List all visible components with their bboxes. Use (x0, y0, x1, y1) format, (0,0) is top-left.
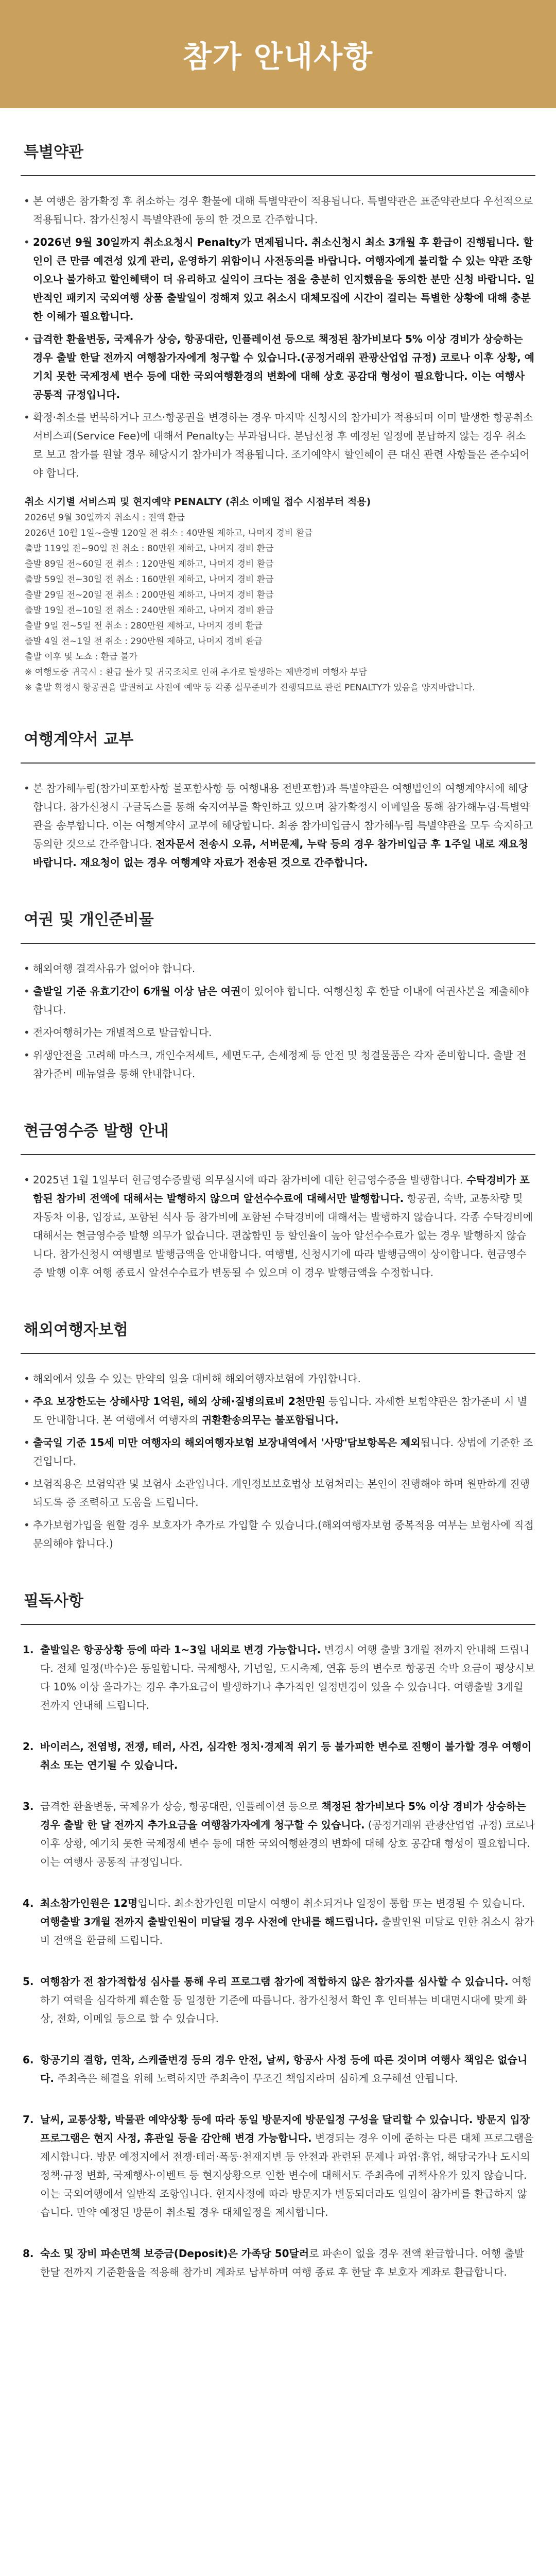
list-item (23, 330, 535, 404)
item-number: 2. (23, 1740, 34, 1753)
emphasis-text: 숙소 및 장비 파손면책 보증금(Deposit)은 가족당 50달러 (40, 2247, 309, 2260)
bullet-list (21, 779, 535, 872)
body-text: 입니다. 최소참가인원 미달시 여행이 취소되거나 일정이 통합 또는 변경될 수 있습니다. (137, 1897, 525, 1909)
emphasis-text: 전자문서 전송시 오류, 서버문제, 누락 등의 경우 참가비입금 후 1주일 내로 재요청 바랍니다. 재요청이 없는 경우 여행계약 자료가 전송된 것으로 간주합니다. (33, 838, 528, 869)
bullet-list (21, 959, 535, 1083)
text-line: 출발 29일 전~20일 전 취소 : 200만원 제하고, 나머지 경비 환급 (25, 590, 274, 600)
text-line: 출발 19일 전~10일 전 취소 : 240만원 제하고, 나머지 경비 환급 (25, 605, 274, 616)
list-item (23, 192, 535, 229)
body-text: 이 있어야 합니다. 여행신청 후 한달 이내에 여권사본을 제출해야 합니다. (33, 985, 529, 1016)
body-text: (공정거래위 관광산업업 규정) 코로나 이후 상황, 예기치 못한 국제정세 변수 등에 대한 국외여행환경의 변화에 대해 상호 공감대 형성이 필요합니다. 이는 여행사 공통적 규정입니다. (40, 1819, 535, 1868)
item-body (40, 1894, 535, 1950)
section-title: 현금영수증 발행 안내 (21, 1087, 535, 1155)
section-contract (0, 696, 556, 872)
section-passport (0, 876, 556, 1083)
list-item (23, 408, 535, 482)
body-text: 본 여행은 참가확정 후 취소하는 경우 환불에 대해 특별약관이 적용됩니다. 특별약관은 표준약관보다 우선적으로 적용됩니다. 참가신청시 특별약관에 동의 한 것으로 간주합니다. (33, 195, 533, 226)
text-line: ※ 출발 확정시 항공권을 발권하고 사전에 예약 등 각종 실무준비가 진행되므로 관련 PENALTY가 있음을 양지바랍니다. (25, 683, 475, 693)
emphasis-text: 급격한 환율변동, 국제유가 상승, 항공대란, 인플레이션 등으로 책정된 참가비보다 5% 이상 경비가 상승하는 경우 출발 한달 전까지 여행참가자에게 청구할 수 있습니다.(공정거래위 관광산업업 규정) 코로나 이후 상황, 예기치 못한 국제정세 변수 등에 대한 국외여행환경의 변화에 대해 상호 공감대 형성이 필요합니다. 이는 여행사 공통적 규정입니다. (33, 333, 535, 401)
emphasis-text: 수탁경비가 포함된 참가비 전액에 대해서는 발행하지 않으며 알선수수료에 대해서만 발행합니다. (33, 1174, 530, 1205)
item-number: 5. (23, 1975, 34, 1988)
emphasis-text: 귀환환송의무는 불포함됩니다. (201, 1414, 339, 1426)
penalty-notes (25, 665, 535, 696)
body-text: 변경되는 경우 이에 준하는 다른 대체 프로그램을 제시합니다. 방문 예정지에서 전쟁·테러·폭동·천재지변 등 안전과 관련된 문제나 파업·휴업, 해당국가나 도시의 정책·규정 변화, 국제행사·이벤트 등 현지상황으로 인한 변수에 대해서도 주최측에 귀책사유가 있지 않습니다. 이는 국외여행에서 일반적 조항입니다. 현지사정에 따라 방문지가 변동되더라도 일일이 참가비를 환급하지 않습니다. 만약 예정된 방문이 취소될 경우 대체일정을 제시합니다. (40, 2132, 534, 2218)
section-title: 해외여행자보험 (21, 1286, 535, 1354)
penalty-table (25, 494, 535, 696)
numbered-item (23, 1797, 535, 1871)
numbered-item (23, 1640, 535, 1715)
emphasis-text: 날씨, 교통상황, 박물관 예약상황 등에 따라 동일 방문지에 방문일정 구성을 달리할 수 있습니다. 방문지 입장 프로그램은 현지 사정, 휴관일 등을 감안해 변경 가능합니다. (40, 2113, 530, 2144)
body-text: 변경시 여행 출발 3개월 전까지 안내해 드립니다. 전체 일정(박수)은 동일합니다. 국제행사, 기념일, 도시축제, 연휴 등의 변수로 항공권 숙박 요금이 평상시보다 10% 이상 올라가는 경우 추가요금이 발생하거나 추가적인 일정변경이 있을 수 있습니다. 여행출발 3개월 전까지 안내해 드립니다. (40, 1643, 535, 1711)
section-title: 여행계약서 교부 (21, 696, 535, 764)
item-body (40, 1972, 535, 2028)
body-text: 추가보험가입을 원할 경우 보호자가 추가로 가입할 수 있습니다.(해외여행자보험 중복적용 여부는 보험사에 직접 문의해야 합니다.) (33, 1519, 534, 1550)
bullet-list (21, 192, 535, 482)
text-line: 출발 89일 전~60일 전 취소 : 120만원 제하고, 나머지 경비 환급 (25, 559, 274, 569)
numbered-item (23, 1737, 535, 1774)
numbered-item (23, 2244, 535, 2281)
text-line: 출발 이후 및 노쇼 : 환급 불가 (25, 652, 137, 662)
list-item (23, 1516, 535, 1553)
emphasis-text: 여행출발 3개월 전까지 출발인원이 미달될 경우 사전에 안내를 해드립니다. (40, 1916, 378, 1928)
item-body (40, 2110, 535, 2222)
text-line: 출발 9일 전~5일 전 취소 : 280만원 제하고, 나머지 경비 환급 (25, 621, 263, 631)
text-line: 2026년 10월 1일~출발 120일 전 취소 : 40만원 제하고, 나머지 경비 환급 (25, 528, 313, 538)
bullet-list (21, 1171, 535, 1282)
emphasis-text: 책정된 참가비보다 5% 이상 경비가 상승하는 경우 출발 한 달 전까지 추가요금을 여행참가자에게 청구할 수 있습니다. (40, 1800, 526, 1831)
section-title: 필독사항 (21, 1557, 535, 1625)
list-item (23, 959, 535, 978)
emphasis-text: 출국일 기준 15세 미만 여행자의 해외여행자보험 보장내역에서 '사망'담보항목은 제외 (33, 1436, 421, 1449)
text-line: 출발 59일 전~30일 전 취소 : 160만원 제하고, 나머지 경비 환급 (25, 574, 274, 585)
text-line: 2026년 9월 30일까지 취소시 : 전액 환급 (25, 513, 185, 523)
emphasis-text: 출발일은 항공상황 등에 따라 1~3일 내외로 변경 가능합니다. (40, 1643, 321, 1656)
list-item (23, 1046, 535, 1083)
section-receipt (0, 1087, 556, 1282)
list-item (23, 1369, 535, 1388)
section-insurance (0, 1286, 556, 1553)
item-body (40, 1797, 535, 1871)
body-text: 주최측은 해결을 위해 노력하지만 주최측이 무조건 책임지라며 심하게 요구해선 안됩니다. (54, 2072, 458, 2084)
section-title: 여권 및 개인준비물 (21, 876, 535, 944)
body-text: 됩니다. 상법에 기준한 조건입니다. (33, 1436, 533, 1467)
bullet-list (21, 1369, 535, 1553)
body-text: 급격한 환율변동, 국제유가 상승, 항공대란, 인플레이션 등으로 (40, 1800, 322, 1812)
emphasis-text: 주요 보장한도는 상해사망 1억원, 해외 상해·질병의료비 2천만원 (33, 1395, 325, 1408)
item-number: 1. (23, 1643, 34, 1656)
body-text: 등입니다. 자세한 보험약관은 참가준비 시 별도 안내합니다. 본 여행에서 여행자의 (33, 1395, 528, 1426)
item-number: 8. (23, 2247, 34, 2260)
emphasis-text: 항공기의 결항, 연착, 스케줄변경 등의 경우 안전, 날씨, 항공사 사정 등에 따른 것이며 여행사 책임은 없습니다. (40, 2054, 528, 2084)
item-number: 4. (23, 1897, 34, 1909)
list-item (23, 1392, 535, 1429)
list-item (23, 1171, 535, 1282)
numbered-list (21, 1640, 535, 2281)
penalty-lines (25, 510, 535, 665)
list-item (23, 1433, 535, 1470)
body-text: 확정·취소를 번복하거나 코스·항공권을 변경하는 경우 마지막 신청시의 참가비가 적용되며 이미 발생한 항공취소 서비스피(Service Fee)에 대해서 Penalty는 부과됩니다. 분납신청 후 예정된 일정에 분납하지 않는 경우 취소로 보고 참가를 원할 경우 해당시기 참가비가 적용됩니다. 조기예약시 할인혜이 큰 대신 관련 사항들은 준수되어야 합니다. (33, 411, 533, 479)
list-item (23, 1475, 535, 1512)
item-body (40, 2244, 535, 2281)
emphasis-text: 여행참가 전 참가적합성 심사를 통해 우리 프로그램 참가에 적합하지 않은 참가자를 심사할 수 있습니다. (40, 1975, 509, 1988)
body-text: 항공권, 숙박, 교통차량 및 자동차 이용, 입장료, 포함된 식사 등 참가비에 포함된 수탁경비에 대해서는 발행하지 않습니다. 각종 수탁경비에 대해서는 현금영수증 발행 의무가 없습니다. 편찮함민 등 할인율이 높아 알선수수료가 없는 경우 발행하지 않습니다. 참가신청시 여행별로 발행금액을 안내합니다. 여행별, 신청시기에 따라 발행금액이 상이합니다. 현금영수증 발행 이후 여행 종료시 알선수수료가 변동될 수 있으며 이 경우 발행금액을 수정합니다. (33, 1192, 533, 1279)
item-body (40, 2050, 535, 2088)
emphasis-text: 바이러스, 전염병, 전쟁, 테러, 사건, 심각한 정치·경제적 위기 등 불가피한 변수로 진행이 불가할 경우 여행이 취소 또는 연기될 수 있습니다. (40, 1740, 532, 1771)
penalty-title: 취소 시기별 서비스피 및 현지예약 PENALTY (취소 이메일 접수 시점부터 적용) (25, 496, 371, 507)
section-checklist (0, 1557, 556, 2281)
item-body (40, 1640, 535, 1715)
section-special-terms (0, 108, 556, 696)
body-text: 로 파손이 없을 경우 전액 환급합니다. 여행 출발 한달 전까지 기준환율을 적용해 참가비 계좌로 납부하며 여행 종료 후 한달 후 보호자 계좌로 환급합니다. (40, 2247, 525, 2278)
body-text: 여행하기 여력을 심각하게 훼손할 등 일정한 기준에 따릅니다. 참가신청서 확인 후 인터뷰는 비대면시대에 맞게 화상, 전화, 이메일 등으로 할 수 있습니다. (40, 1975, 532, 2025)
text-line: 출발 119일 전~90일 전 취소 : 80만원 제하고, 나머지 경비 환급 (25, 544, 274, 554)
body-text: 위생안전을 고려해 마스크, 개인수저세트, 세면도구, 손세정제 등 안전 및 청결물품은 각자 준비합니다. 출발 전 참가준비 매뉴얼을 통해 안내합니다. (33, 1049, 527, 1080)
body-text: 본 참가해누림(참가비포함사항 불포함사항 등 여행내용 전반포함)과 특별약관은 여행법인의 여행계약서에 해당합니다. 참가신청시 구글독스를 통해 숙지여부를 확인하고 있으며 참가확정시 이메일을 통해 참가해누림·특별약관을 송부합니다. 이는 여행계약서 교부에 해당합니다. 최종 참가비입금시 참가해누림 특별약관을 모두 숙지하고 동의한 것으로 간주합니다. (33, 782, 533, 850)
item-body (40, 1737, 535, 1774)
body-text: 2025년 1월 1일부터 현금영수증발행 의무실시에 따라 참가비에 대한 현금영수증을 발행합니다. (33, 1174, 466, 1186)
body-text: 해외여행 결격사유가 없어야 합니다. (33, 962, 196, 975)
list-item (23, 982, 535, 1019)
emphasis-text: 2026년 9월 30일까지 취소요청시 Penalty가 면제됩니다. 취소신청시 최소 3개월 후 환급이 진행됩니다. 할인이 큰 만큼 예견성 있게 관리, 운영하기 위함이니 사전동의를 바랍니다. 여행자에게 불리할 수 있는 약관 조항이오나 불가하고 할인혜택이 더 유리하고 실익이 크다는 점을 충분히 인지했음을 동의한 분만 신청 바랍니다. 일반적인 패키지 국외여행 상품 출발일이 정해져 있고 취소시 대체모집에 시간이 걸리는 특별한 상황에 대해 충분한 이해가 필요합니다. (33, 236, 535, 323)
numbered-item (23, 2050, 535, 2088)
list-item (23, 233, 535, 326)
numbered-item (23, 1894, 535, 1950)
list-item (23, 779, 535, 872)
body-text: 보험적용은 보험약관 및 보험사 소관입니다. 개인정보보호법상 보험처리는 본인이 진행해야 하며 원만하게 진행되도록 증 조력하고 도움을 드립니다. (33, 1478, 530, 1509)
body-text: 해외에서 있을 수 있는 만약의 일을 대비해 해외여행자보험에 가입합니다. (33, 1372, 361, 1385)
body-text: 전자여행허가는 개별적으로 발급합니다. (33, 1026, 212, 1039)
emphasis-text: 최소참가인원은 12명 (40, 1897, 138, 1909)
item-number: 7. (23, 2113, 34, 2126)
page-header (0, 0, 556, 108)
body-text: 출발인원 미달로 인한 취소시 참가비 전액을 환급해 드립니다. (40, 1916, 534, 1946)
emphasis-text: 출발일 기준 유효기간이 6개월 이상 남은 여권 (33, 985, 241, 997)
list-item (23, 1023, 535, 1042)
item-number: 6. (23, 2054, 34, 2066)
item-number: 3. (23, 1800, 34, 1812)
text-line: ※ 여행도중 귀국시 : 환급 불가 및 귀국조치로 인해 추가로 발생하는 제반경비 여행자 부담 (25, 667, 367, 677)
section-title: 특별약관 (21, 108, 535, 176)
page-title: 참가 안내사항 (182, 39, 374, 74)
numbered-item (23, 2110, 535, 2222)
text-line: 출발 4일 전~1일 전 취소 : 290만원 제하고, 나머지 경비 환급 (25, 636, 263, 647)
numbered-item (23, 1972, 535, 2028)
